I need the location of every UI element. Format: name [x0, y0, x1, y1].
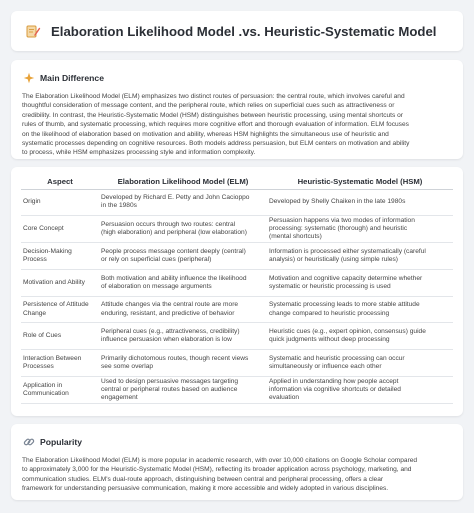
table-header-row: [21, 175, 453, 189]
elm-cell: Attitude changes via the central route are more enduring, resistant, and predictive of behavior: [99, 296, 267, 323]
elm-cell: People process message content deeply (central) or rely on superficial cues (peripheral): [99, 243, 267, 270]
link-icon: [23, 436, 35, 448]
hsm-cell: Heuristic cues (e.g., expert opinion, consensus) guide quick judgments without deep processing: [267, 323, 453, 350]
sparkle-icon: [23, 72, 35, 84]
hsm-cell: Systematic processing leads to more stable attitude change compared to heuristic processing: [267, 296, 453, 323]
table-row: [21, 377, 453, 404]
header-elm: Elaboration Likelihood Model (ELM): [99, 175, 267, 189]
header-aspect: Aspect: [21, 175, 99, 189]
hsm-cell: Applied in understanding how people accept information via cognitive shortcuts or detailed evaluation: [267, 377, 453, 404]
aspect-cell: Origin: [21, 189, 99, 216]
header-hsm: Heuristic-Systematic Model (HSM): [267, 175, 453, 189]
table-row: [21, 269, 453, 296]
page-title: Elaboration Likelihood Model .vs. Heuristic-Systematic Model: [51, 23, 437, 39]
aspect-cell: Role of Cues: [21, 323, 99, 350]
comparison-card: [11, 167, 463, 416]
main-difference-text: The Elaboration Likelihood Model (ELM) emphasizes two distinct routes of persuasion: the central route, which involves careful and thoughtful consideration of message content, and the peripheral route, which relies on superficial cues such as attractiveness or credibility. In contrast, the Heuristic-Systematic Model (HSM) distinguishes between heuristic processing, using mental shortcuts or rules of thumb, and systematic processing, which requires more cognitive effort and thorough evaluation of information. ELM focuses on the likelihood of elaboration based on motivation and ability, whereas HSM highlights the simultaneous use of heuristic and systematic processes depending on cognitive resources. Both models address persuasion, but ELM centers on motivation and ability to process, while HSM emphasizes processing style and information complexity.: [22, 93, 410, 157]
popularity-heading: Popularity: [40, 437, 83, 447]
comparison-table: [21, 175, 453, 404]
aspect-cell: Interaction Between Processes: [21, 350, 99, 377]
main-difference-card: [11, 60, 463, 159]
elm-cell: Primarily dichotomous routes, though recent views see some overlap: [99, 350, 267, 377]
hsm-cell: Motivation and cognitive capacity determine whether systematic or heuristic processing is used: [267, 269, 453, 296]
table-row: [21, 296, 453, 323]
elm-cell: Persuasion occurs through two routes: central (high elaboration) and peripheral (low elaboration): [99, 216, 267, 243]
hsm-cell: Information is processed either systematically (careful analysis) or heuristically (using simple rules): [267, 243, 453, 270]
table-row: [21, 189, 453, 216]
elm-cell: Developed by Richard E. Petty and John Cacioppo in the 1980s: [99, 189, 267, 216]
aspect-cell: Application in Communication: [21, 377, 99, 404]
hsm-cell: Developed by Shelly Chaiken in the late 1980s: [267, 189, 453, 216]
aspect-cell: Motivation and Ability: [21, 269, 99, 296]
popularity-text: The Elaboration Likelihood Model (ELM) is more popular in academic research, with over 10,000 citations on Google Scholar compared to approximately 3,000 for the Heuristic-Systematic Model (HSM), reflecting its broader application across psychology, marketing, and communication studies. ELM's dual-route approach, distinguishing between central and peripheral processing, offers a clear framework for understanding persuasive communication, making it more accessible and widely adopted in various disciplines.: [22, 457, 418, 493]
table-row: [21, 243, 453, 270]
hsm-cell: Persuasion happens via two modes of information processing: systematic (thorough) and heuristic (mental shortcuts): [267, 216, 453, 243]
elm-cell: Used to design persuasive messages targeting central or peripheral routes based on audience engagement: [99, 377, 267, 404]
table-row: [21, 350, 453, 377]
edit-document-icon: [25, 23, 41, 39]
main-difference-heading: Main Difference: [40, 73, 104, 83]
hsm-cell: Systematic and heuristic processing can occur simultaneously or influence each other: [267, 350, 453, 377]
table-row: [21, 323, 453, 350]
aspect-cell: Core Concept: [21, 216, 99, 243]
elm-cell: Peripheral cues (e.g., attractiveness, credibility) influence persuasion when elaboration is low: [99, 323, 267, 350]
table-row: [21, 216, 453, 243]
aspect-cell: Persistence of Attitude Change: [21, 296, 99, 323]
title-bar: [11, 11, 463, 51]
elm-cell: Both motivation and ability influence the likelihood of elaboration on message arguments: [99, 269, 267, 296]
popularity-card: [11, 424, 463, 500]
aspect-cell: Decision-Making Process: [21, 243, 99, 270]
